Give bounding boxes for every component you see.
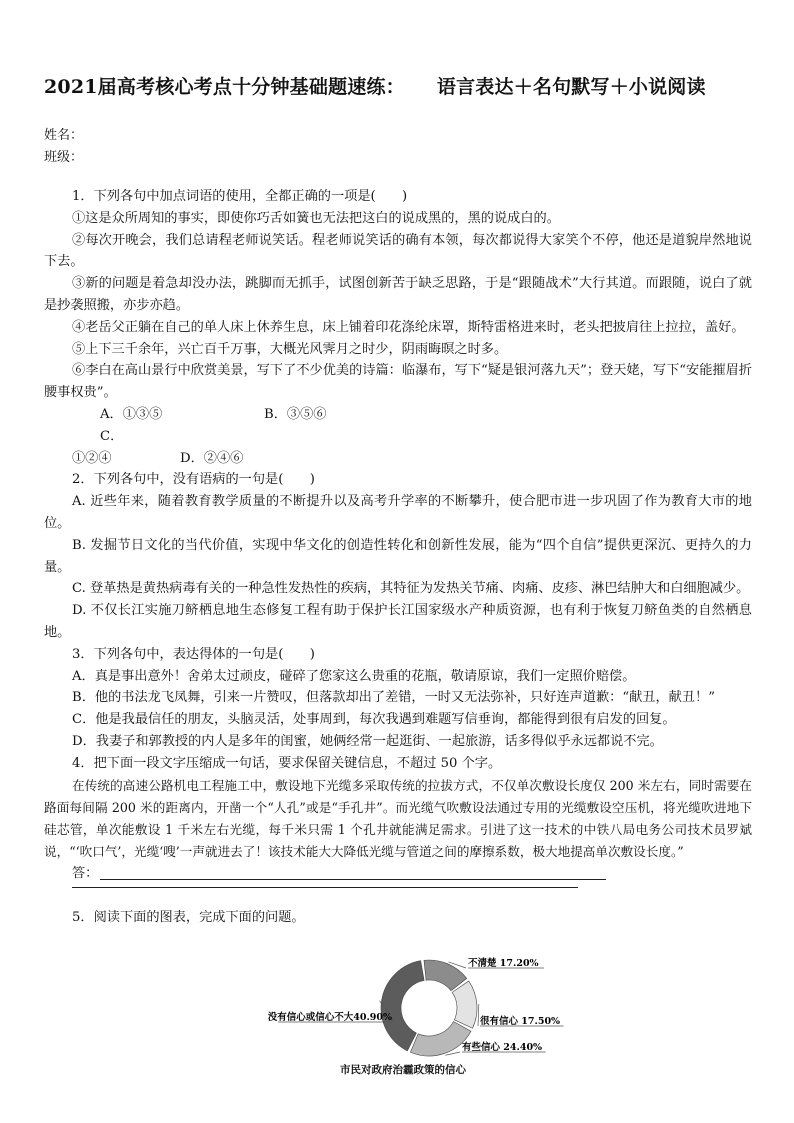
q4-answer-area [44,863,752,885]
q1-sentence-5: ⑤上下三千余年，兴亡百千万事，大概光风霁月之时少，阴雨晦暝之时多。 [72,341,508,357]
q1-option-d[interactable]: D．②④⑥ [180,450,244,466]
q1-sentence-6: ⑥李白在高山景行中欣赏美景，写下了不少优美的诗篇：临瀑布，写下“疑是银河落九天”；登天姥，写下“安能摧眉折腰事权贵”。 [44,363,752,401]
q1-stem: 1．下列各句中加点词语的使用，全都正确的一项是( ) [72,189,408,204]
q2-stem: 2．下列各句中，没有语病的一句是( ) [72,472,315,488]
chart-title: 市民对政府治霾政策的信心 [340,1064,466,1076]
q2-option-a[interactable]: A. 近些年来，随着教育教学质量的不断提升以及高考升学率的不断攀升，使合肥市进一步巩固了作为教育大市的地位。 [44,494,752,531]
title-right: 语言表达＋名句默写＋小说阅读 [436,76,706,98]
donut-label-0: 不清楚 17.20% [468,958,539,969]
page-title [44,72,764,99]
q3-stem: 3．下列各句中，表达得体的一句是( ) [72,646,315,662]
q3-option-b[interactable]: B．他的书法龙飞凤舞，引来一片赞叹，但落款却出了差错，一时又无法弥补，只好连声道歉：“献丑，献丑！” [72,690,715,706]
q1-options-row-2 [44,426,752,470]
q3-option-a[interactable]: A．真是事出意外！舍弟太过顽皮，碰碎了您家这么贵重的花瓶，敬请原谅，我们一定照价赔偿。 [72,668,636,684]
q1-sentence-1: ①这是众所周知的事实，即使你巧舌如簧也无法把这白的说成黑的，黑的说成白的。 [72,210,560,226]
donut-label-2: 有些信心 24.40% [462,1042,543,1053]
donut-svg [258,952,568,1062]
q4-answer-label: 答： [72,865,99,881]
donut-slice-1 [452,981,477,1028]
q5-stem: 5．阅读下面的图表，完成下面的问题。 [72,909,305,925]
q4-answer-line-2-wrap [44,885,752,907]
q4-answer-line-1[interactable] [100,879,606,880]
q4-stem: 4．把下面一段文字压缩成一句话，要求保留关键信息，不超过 50 个字。 [72,755,502,771]
q1-sentence-2: ②每次开晚会，我们总请程老师说笑话。程老师说笑话的确有本领，每次都说得大家笑个不停，他还是道貌岸然地说下去。 [44,232,752,270]
q4-answer-line-2[interactable] [72,887,578,888]
q2-option-d[interactable]: D. 不仅长江实施刀鲚栖息地生态修复工程有助于保护长江国家级水产种质资源，也有利于恢复刀鲚鱼类的自然栖息地。 [44,603,752,640]
q1-option-a[interactable]: A．①③⑤ [100,406,163,422]
q1-sentence-3: ③新的问题是着急却没办法，跳脚而无抓手，试图创新苦于缺乏思路，于是“跟随战术”大行其道。而跟随，说白了就是抄袭照搬，亦步亦趋。 [44,276,752,313]
q1-option-b[interactable]: B．③⑤⑥ [264,406,327,422]
donut-leader-1 [478,1004,479,1026]
q1-sentence-4: ④老岳父正躺在自己的单人床上休养生息，床上铺着印花涤纶床罩，斯特雷格进来时，老头把披肩往上拉拉，盖好。 [72,319,745,335]
q3-option-d[interactable]: D．我妻子和郭教授的内人是多年的闺蜜，她俩经常一起逛街、一起旅游，话多得似乎永远都说不完。 [72,733,663,749]
title-left: 2021届高考核心考点十分钟基础题速练： [44,76,405,98]
q2-option-b[interactable]: B. 发掘节日文化的当代价值，实现中华文化的创造性转化和创新性发展，能为“四个自信”提供更深沉、更持久的力量。 [44,537,752,575]
q2-option-c[interactable]: C. 登革热是黄热病毒有关的一种急性发热性的疾病，其特征为发热关节痛、肉痛、皮疹、淋巴结肿大和白细胞减少。 [72,581,750,597]
class-label: 班级： [44,150,84,165]
name-label: 姓名： [44,128,84,143]
donut-label-1: 很有信心 17.50% [480,1016,561,1027]
q4-passage: 在传统的高速公路机电工程施工中，敷设地下光缆多采取传统的拉拔方式，不仅单次敷设长度仅 200 米左右，同时需要在路面每间隔 200 米的距离内，开凿一个“人孔”或是“手孔井”。而光缆气吹敷设法通过专用的光缆敷设空压机，将光缆吹进地下硅芯管，单次能敷设 1 千米左右光缆，每千米只需 1 个孔井就能满足需求。引进了这一技术的中铁八局电务公司技术员罗斌说，“‘吹口气’，光缆‘嗖’一声就进去了！该技术能大大降低光缆与管道之间的摩擦系数，极大地提高单次敷设长度。” [44,777,752,859]
q3-option-c[interactable]: C．他是我最信任的朋友，头脑灵活，处事周到，每次我遇到难题写信垂询，都能得到很有启发的回复。 [72,712,676,728]
q1-option-c[interactable]: C．①②④ [72,428,124,466]
q1-options-row-1 [44,404,752,426]
questions [44,186,752,928]
donut-label-3: 没有信心或信心不大40.90% [267,1012,392,1023]
donut-slice-0 [424,960,467,991]
